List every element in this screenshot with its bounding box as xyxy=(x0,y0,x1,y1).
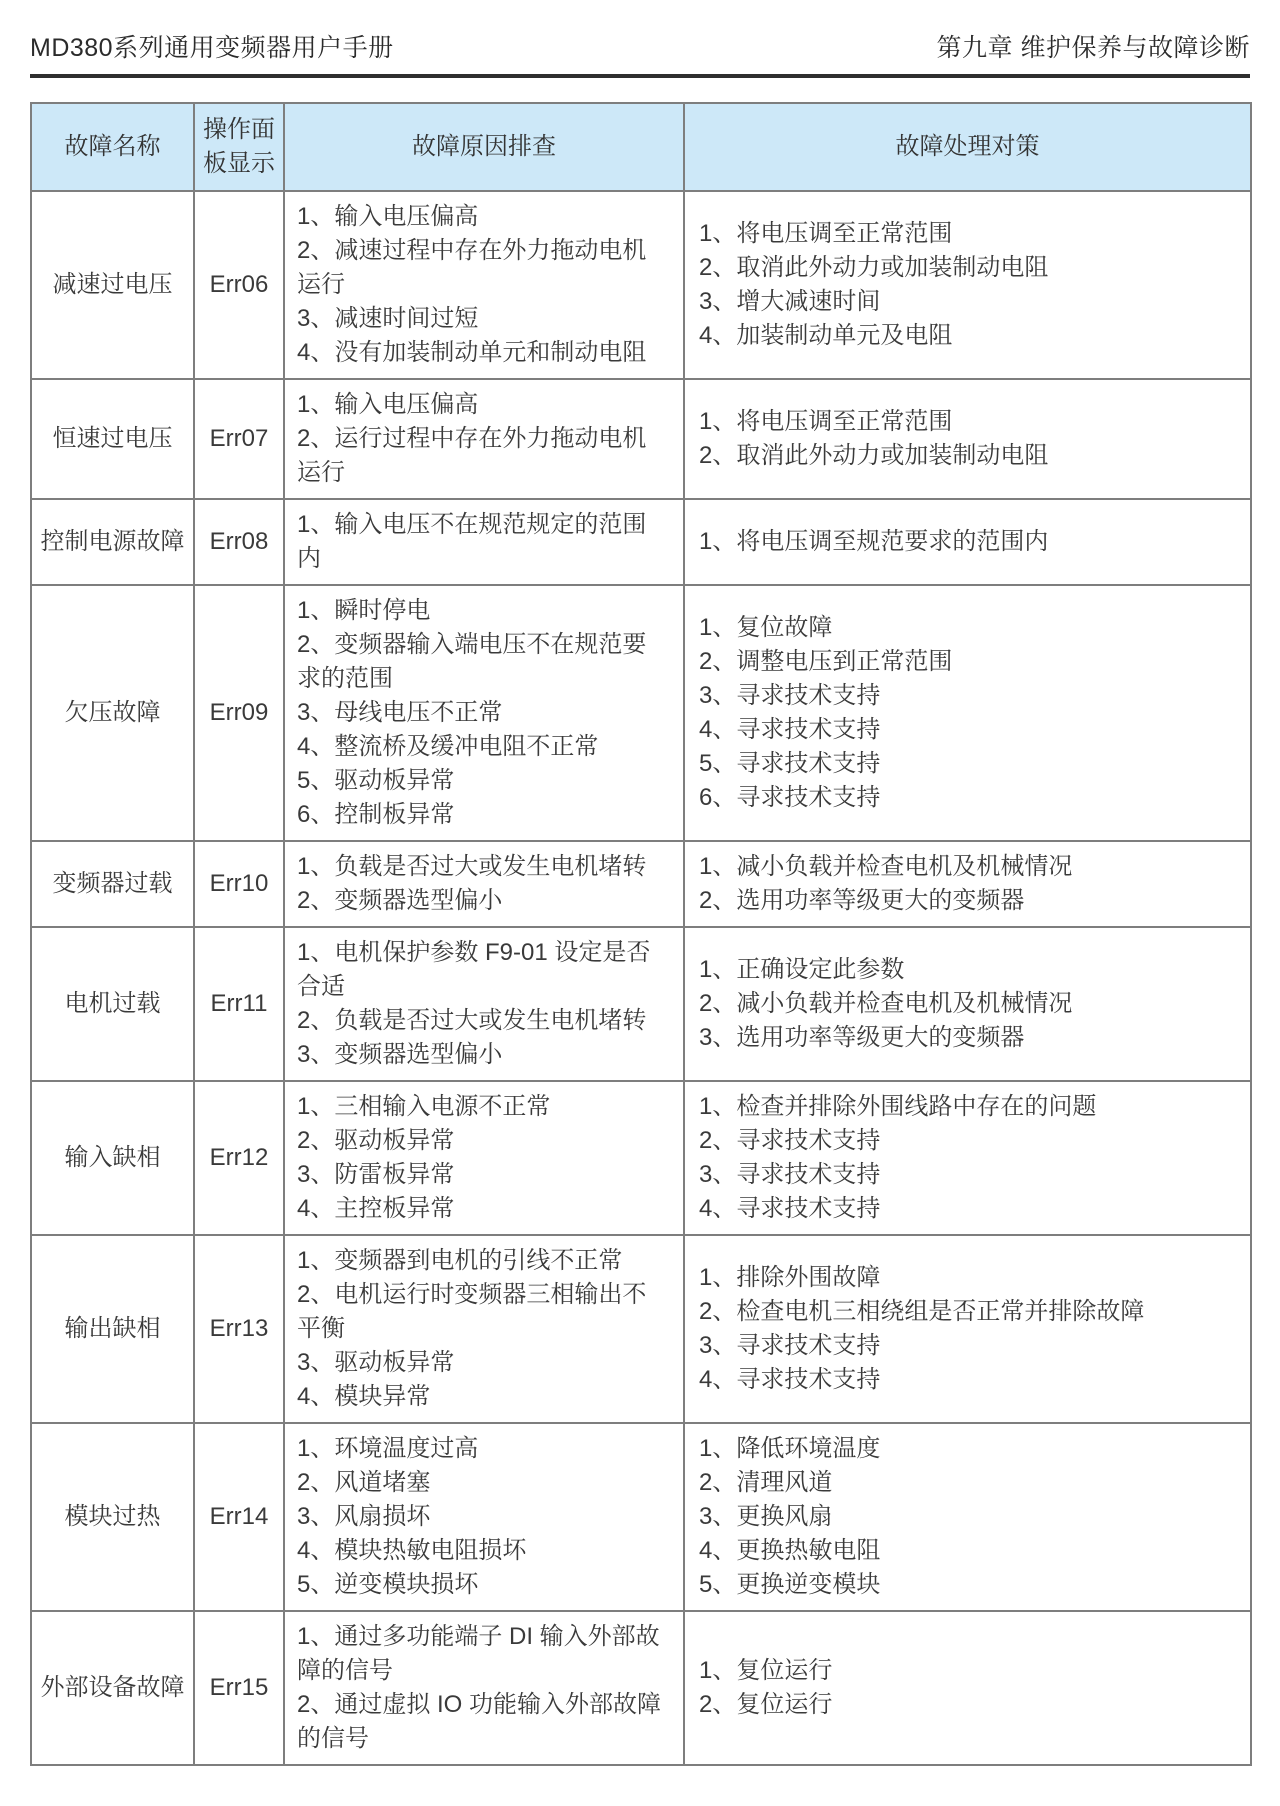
solution-line: 2、取消此外动力或加装制动电阻 xyxy=(699,442,1049,469)
col-header-countermeasure: 故障处理对策 xyxy=(684,103,1251,191)
fault-name-cell: 减速过电压 xyxy=(31,191,194,379)
fault-table-row xyxy=(31,1611,1251,1765)
cause-line: 4、模块异常 xyxy=(297,1383,431,1410)
solution-line: 1、复位故障 xyxy=(699,614,833,641)
fault-causes-cell xyxy=(284,585,684,841)
fault-table-row xyxy=(31,1423,1251,1611)
solution-line: 1、检查并排除外围线路中存在的问题 xyxy=(699,1093,1097,1120)
cause-line: 3、母线电压不正常 xyxy=(297,699,503,726)
solution-line: 3、更换风扇 xyxy=(699,1503,833,1530)
cause-line: 1、电机保护参数 F9-01 设定是否合适 xyxy=(297,939,651,1000)
cause-line: 4、主控板异常 xyxy=(297,1195,455,1222)
solution-line: 1、减小负载并检查电机及机械情况 xyxy=(699,853,1073,880)
solution-line: 2、清理风道 xyxy=(699,1469,833,1496)
fault-diagnosis-table xyxy=(30,102,1252,1766)
solution-line: 2、取消此外动力或加装制动电阻 xyxy=(699,254,1049,281)
fault-name-cell: 输入缺相 xyxy=(31,1081,194,1235)
solution-line: 2、选用功率等级更大的变频器 xyxy=(699,887,1025,914)
table-header-row xyxy=(31,103,1251,191)
fault-solutions-cell xyxy=(684,585,1251,841)
fault-name-cell: 模块过热 xyxy=(31,1423,194,1611)
cause-line: 2、风道堵塞 xyxy=(297,1469,431,1496)
fault-solutions-cell xyxy=(684,1081,1251,1235)
cause-line: 1、输入电压偏高 xyxy=(297,391,479,418)
manual-title: MD380系列通用变频器用户手册 xyxy=(30,34,394,62)
cause-line: 4、整流桥及缓冲电阻不正常 xyxy=(297,733,599,760)
fault-table-row xyxy=(31,927,1251,1081)
solution-line: 2、寻求技术支持 xyxy=(699,1127,881,1154)
fault-table-row xyxy=(31,841,1251,927)
solution-line: 2、调整电压到正常范围 xyxy=(699,648,953,675)
fault-table-row xyxy=(31,499,1251,585)
cause-line: 1、输入电压不在规范规定的范围内 xyxy=(297,511,647,572)
cause-line: 1、通过多功能端子 DI 输入外部故障的信号 xyxy=(297,1623,660,1684)
solution-line: 1、正确设定此参数 xyxy=(699,956,905,983)
solution-line: 6、寻求技术支持 xyxy=(699,784,881,811)
fault-causes-cell xyxy=(284,1423,684,1611)
page-header xyxy=(30,28,1250,64)
cause-line: 6、控制板异常 xyxy=(297,801,455,828)
cause-line: 2、驱动板异常 xyxy=(297,1127,455,1154)
cause-line: 3、驱动板异常 xyxy=(297,1349,455,1376)
solution-line: 1、将电压调至正常范围 xyxy=(699,220,953,247)
cause-line: 2、运行过程中存在外力拖动电机运行 xyxy=(297,425,647,486)
panel-display-code-cell: Err12 xyxy=(194,1081,284,1235)
fault-table-row xyxy=(31,1235,1251,1423)
fault-name-cell: 欠压故障 xyxy=(31,585,194,841)
fault-solutions-cell xyxy=(684,499,1251,585)
fault-name-cell: 电机过载 xyxy=(31,927,194,1081)
cause-line: 3、变频器选型偏小 xyxy=(297,1041,503,1068)
fault-causes-cell xyxy=(284,927,684,1081)
solution-line: 3、选用功率等级更大的变频器 xyxy=(699,1024,1025,1051)
fault-causes-cell xyxy=(284,1235,684,1423)
fault-solutions-cell xyxy=(684,191,1251,379)
cause-line: 3、减速时间过短 xyxy=(297,305,479,332)
solution-line: 5、寻求技术支持 xyxy=(699,750,881,777)
fault-name-cell: 恒速过电压 xyxy=(31,379,194,499)
solution-line: 1、将电压调至规范要求的范围内 xyxy=(699,528,1049,555)
fault-table-row xyxy=(31,1081,1251,1235)
col-header-cause-check: 故障原因排查 xyxy=(284,103,684,191)
cause-line: 1、三相输入电源不正常 xyxy=(297,1093,551,1120)
panel-display-code-cell: Err06 xyxy=(194,191,284,379)
col-header-fault-name: 故障名称 xyxy=(31,103,194,191)
chapter-title: 第九章 维护保养与故障诊断 xyxy=(936,34,1250,62)
fault-table-row xyxy=(31,379,1251,499)
cause-line: 3、风扇损坏 xyxy=(297,1503,431,1530)
fault-name-cell: 控制电源故障 xyxy=(31,499,194,585)
panel-display-code-cell: Err08 xyxy=(194,499,284,585)
solution-line: 4、更换热敏电阻 xyxy=(699,1537,881,1564)
cause-line: 1、瞬时停电 xyxy=(297,597,431,624)
fault-causes-cell xyxy=(284,379,684,499)
fault-solutions-cell xyxy=(684,1423,1251,1611)
panel-display-code-cell: Err07 xyxy=(194,379,284,499)
fault-solutions-cell xyxy=(684,379,1251,499)
cause-line: 2、负载是否过大或发生电机堵转 xyxy=(297,1007,647,1034)
cause-line: 1、变频器到电机的引线不正常 xyxy=(297,1247,623,1274)
fault-causes-cell xyxy=(284,1611,684,1765)
cause-line: 1、输入电压偏高 xyxy=(297,203,479,230)
fault-causes-cell xyxy=(284,1081,684,1235)
cause-line: 1、环境温度过高 xyxy=(297,1435,479,1462)
cause-line: 4、模块热敏电阻损坏 xyxy=(297,1537,527,1564)
col-header-panel-display: 操作面板显示 xyxy=(194,103,284,191)
cause-line: 2、变频器输入端电压不在规范要求的范围 xyxy=(297,631,647,692)
cause-line: 2、变频器选型偏小 xyxy=(297,887,503,914)
fault-solutions-cell xyxy=(684,841,1251,927)
header-rule xyxy=(30,74,1250,78)
fault-solutions-cell xyxy=(684,927,1251,1081)
solution-line: 2、检查电机三相绕组是否正常并排除故障 xyxy=(699,1298,1145,1325)
fault-causes-cell xyxy=(284,499,684,585)
solution-line: 4、寻求技术支持 xyxy=(699,1366,881,1393)
solution-line: 3、寻求技术支持 xyxy=(699,682,881,709)
panel-display-code-cell: Err09 xyxy=(194,585,284,841)
fault-name-cell: 变频器过载 xyxy=(31,841,194,927)
cause-line: 1、负载是否过大或发生电机堵转 xyxy=(297,853,647,880)
cause-line: 2、通过虚拟 IO 功能输入外部故障的信号 xyxy=(297,1691,662,1752)
fault-solutions-cell xyxy=(684,1611,1251,1765)
solution-line: 1、将电压调至正常范围 xyxy=(699,408,953,435)
cause-line: 4、没有加装制动单元和制动电阻 xyxy=(297,339,647,366)
solution-line: 1、排除外围故障 xyxy=(699,1264,881,1291)
fault-table-row xyxy=(31,191,1251,379)
solution-line: 4、加装制动单元及电阻 xyxy=(699,322,953,349)
fault-table-row xyxy=(31,585,1251,841)
solution-line: 3、寻求技术支持 xyxy=(699,1332,881,1359)
panel-display-code-cell: Err13 xyxy=(194,1235,284,1423)
solution-line: 2、减小负载并检查电机及机械情况 xyxy=(699,990,1073,1017)
cause-line: 5、逆变模块损坏 xyxy=(297,1571,479,1598)
cause-line: 2、减速过程中存在外力拖动电机运行 xyxy=(297,237,647,298)
fault-name-cell: 输出缺相 xyxy=(31,1235,194,1423)
cause-line: 5、驱动板异常 xyxy=(297,767,455,794)
solution-line: 3、增大减速时间 xyxy=(699,288,881,315)
panel-display-code-cell: Err11 xyxy=(194,927,284,1081)
solution-line: 3、寻求技术支持 xyxy=(699,1161,881,1188)
solution-line: 2、复位运行 xyxy=(699,1691,833,1718)
solution-line: 4、寻求技术支持 xyxy=(699,716,881,743)
panel-display-code-cell: Err10 xyxy=(194,841,284,927)
solution-line: 1、降低环境温度 xyxy=(699,1435,881,1462)
fault-name-cell: 外部设备故障 xyxy=(31,1611,194,1765)
solution-line: 5、更换逆变模块 xyxy=(699,1571,881,1598)
solution-line: 4、寻求技术支持 xyxy=(699,1195,881,1222)
fault-solutions-cell xyxy=(684,1235,1251,1423)
fault-causes-cell xyxy=(284,841,684,927)
panel-display-code-cell: Err15 xyxy=(194,1611,284,1765)
solution-line: 1、复位运行 xyxy=(699,1657,833,1684)
cause-line: 3、防雷板异常 xyxy=(297,1161,455,1188)
fault-causes-cell xyxy=(284,191,684,379)
cause-line: 2、电机运行时变频器三相输出不平衡 xyxy=(297,1281,647,1342)
panel-display-code-cell: Err14 xyxy=(194,1423,284,1611)
